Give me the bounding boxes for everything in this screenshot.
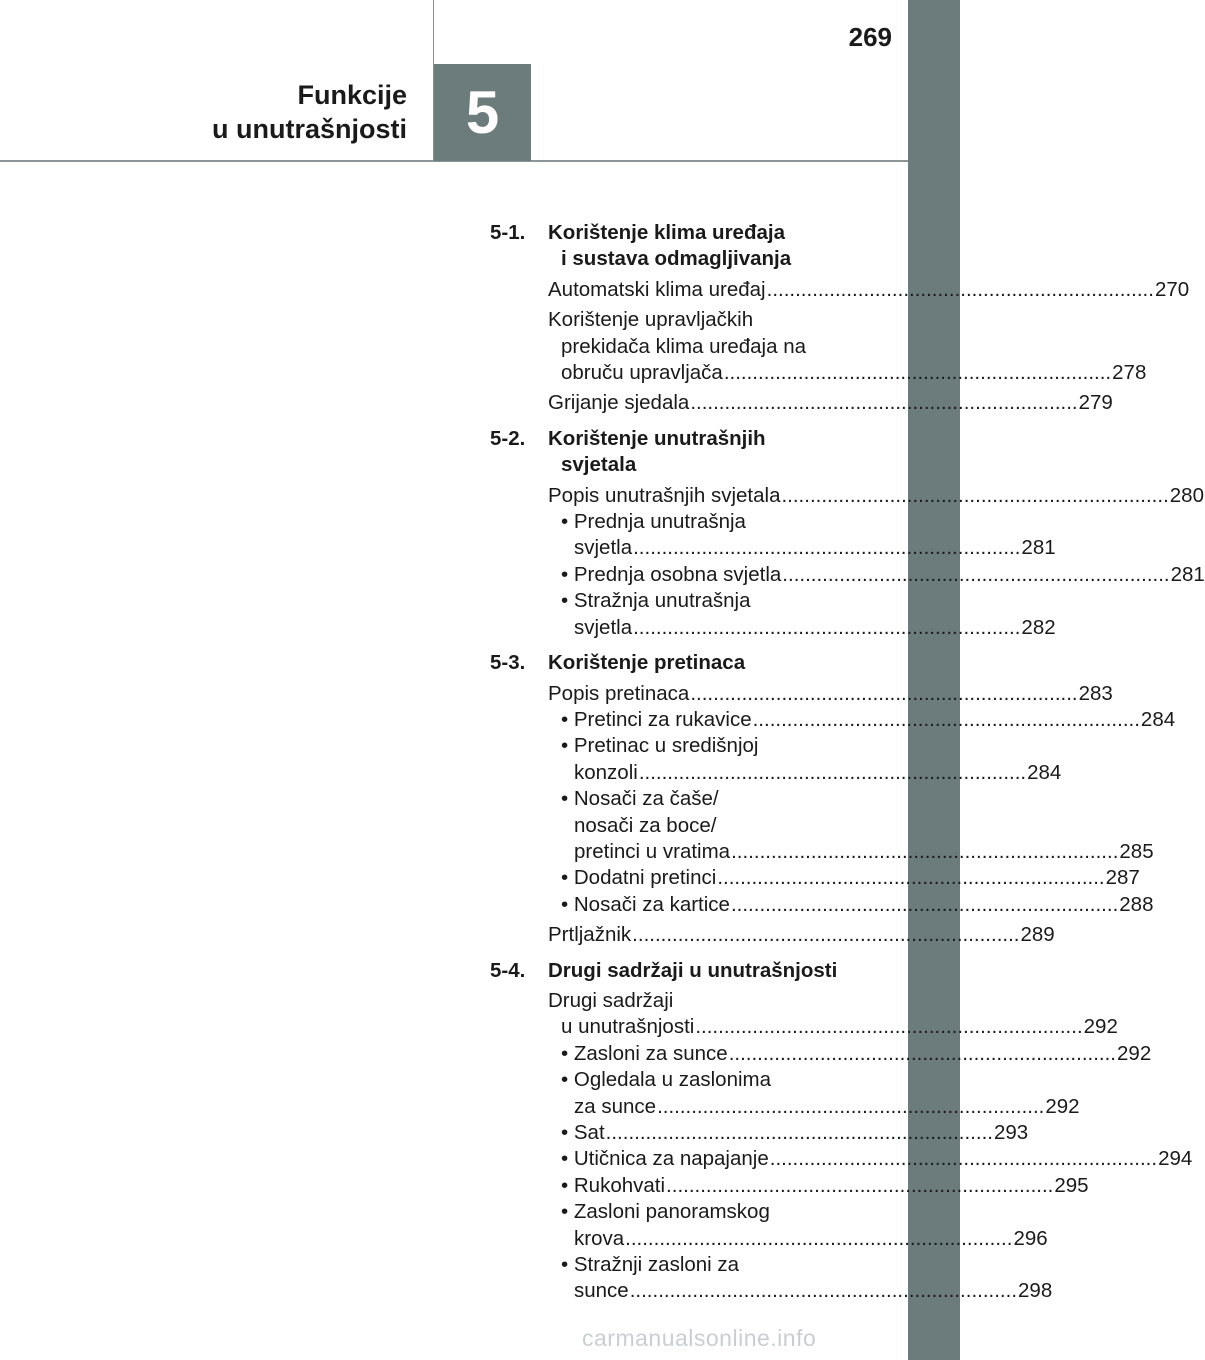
subentry-text: • Utičnica za napajanje	[561, 1147, 769, 1171]
section-title	[548, 426, 848, 479]
section-number: 5-1.	[490, 221, 526, 244]
toc-subentry[interactable]	[548, 509, 1056, 562]
toc-subentry[interactable]	[548, 1120, 1029, 1146]
section-title-line1: Korištenje unutrašnjih	[548, 426, 766, 450]
toc-subentry[interactable]	[548, 1146, 1193, 1172]
watermark: carmanualsonline.info	[582, 1325, 817, 1351]
subentry-page: 294	[1158, 1147, 1193, 1171]
leader-dots: ....................................................................	[728, 1041, 1117, 1065]
subentry-text-line3: pretinci u vratima	[574, 839, 731, 863]
section-number: 5-4.	[490, 958, 526, 982]
leader-dots: ....................................................................	[782, 562, 1170, 586]
section-title	[548, 220, 848, 273]
toc-subentry[interactable]	[548, 562, 1205, 588]
leader-dots: ....................................................................	[632, 923, 1020, 947]
entry-page: 279	[1078, 391, 1113, 415]
chapter-title-line2: u unutrašnjosti	[212, 114, 407, 144]
subentry-text-line1: • Zasloni panoramskog	[561, 1200, 770, 1224]
leader-dots: ....................................................................	[723, 361, 1112, 385]
toc-subentry[interactable]	[548, 733, 1062, 786]
entry-page: 283	[1078, 681, 1113, 705]
toc-subentry[interactable]	[548, 707, 1176, 733]
entry-text-line2: u unutrašnjosti	[561, 1015, 695, 1039]
leader-dots: ....................................................................	[625, 1226, 1013, 1250]
subentry-page: 292	[1045, 1094, 1080, 1118]
toc-entry[interactable]	[548, 681, 1113, 707]
subentry-page: 296	[1013, 1226, 1048, 1250]
section-title: Drugi sadržaji u unutrašnjosti	[548, 958, 838, 982]
toc-entry[interactable]	[548, 307, 1147, 386]
toc-section-5-4[interactable]	[490, 958, 848, 984]
subentry-page: 295	[1054, 1173, 1089, 1197]
leader-dots: ....................................................................	[781, 483, 1169, 507]
leader-dots: ....................................................................	[657, 1094, 1045, 1118]
leader-dots: ....................................................................	[605, 1121, 993, 1144]
entry-text: Prtljažnik	[548, 923, 632, 947]
toc-entry[interactable]	[548, 277, 1190, 303]
leader-dots: ....................................................................	[666, 1173, 1054, 1197]
entry-text: Automatski klima uređaj	[548, 277, 766, 301]
entry-page: 289	[1020, 923, 1055, 947]
subentry-text-line2: konzoli	[574, 760, 638, 784]
chapter-number-box	[434, 64, 531, 161]
leader-dots: ....................................................................	[769, 1147, 1158, 1171]
section-title-line2: svjetala	[561, 453, 637, 477]
entry-page: 280	[1169, 483, 1204, 507]
entry-page: 292	[1083, 1015, 1118, 1039]
chapter-title	[212, 78, 407, 146]
entry-page: 278	[1112, 361, 1147, 385]
subentry-text: • Pretinci za rukavice	[561, 707, 752, 731]
subentry-text: • Rukohvati	[561, 1173, 666, 1197]
entry-text: Popis unutrašnjih svjetala	[548, 483, 781, 507]
subentry-page: 298	[1018, 1279, 1053, 1303]
subentry-text-line2: nosači za boce/	[574, 813, 717, 837]
subentry-text-line2: svjetla	[574, 615, 633, 639]
subentry-page: 292	[1117, 1041, 1152, 1065]
toc-subentry[interactable]	[548, 865, 1140, 891]
leader-dots: ....................................................................	[752, 707, 1140, 731]
entry-text: Popis pretinaca	[548, 681, 690, 705]
subentry-text: • Prednja osobna svjetla	[561, 562, 782, 586]
entry-text-line2: prekidača klima uređaja na	[561, 334, 806, 358]
subentry-page: 284	[1140, 707, 1176, 731]
leader-dots: ....................................................................	[695, 1015, 1083, 1039]
subentry-text: • Zasloni za sunce	[561, 1041, 728, 1065]
leader-dots: ....................................................................	[690, 681, 1078, 705]
subentry-text-line1: • Stražnji zasloni za	[561, 1253, 740, 1277]
section-title-line2: i sustava odmagljivanja	[561, 247, 792, 271]
subentry-text-line2: za sunce	[574, 1094, 657, 1118]
subentry-text-line2: krova	[574, 1226, 625, 1250]
entry-page: 270	[1154, 277, 1190, 301]
subentry-text-line1: • Nosači za čaše/	[561, 787, 719, 811]
chapter-number: 5	[465, 78, 500, 146]
subentry-page: 287	[1105, 866, 1140, 890]
section-title-line1: Korištenje klima uređaja	[548, 221, 785, 244]
subentry-text-line1: • Prednja unutrašnja	[561, 510, 746, 534]
toc-subentry[interactable]	[548, 1067, 1080, 1120]
toc-subentry[interactable]	[548, 1252, 1053, 1305]
chapter-title-line1: Funkcije	[297, 80, 407, 110]
leader-dots: ....................................................................	[629, 1279, 1018, 1303]
subentry-text-line1: • Ogledala u zaslonima	[561, 1068, 772, 1092]
subentry-text-line2: sunce	[574, 1279, 629, 1303]
section-title: Korištenje pretinaca	[548, 651, 746, 675]
subentry-page: 285	[1119, 839, 1154, 863]
subentry-text-line2: svjetla	[574, 536, 633, 560]
page-number: 269	[848, 22, 892, 52]
toc-subentry[interactable]	[548, 1173, 1089, 1199]
subentry-page: 288	[1119, 892, 1154, 916]
leader-dots: ....................................................................	[633, 536, 1021, 560]
toc-entry[interactable]	[548, 988, 1118, 1041]
toc-subentry[interactable]	[548, 1199, 1048, 1252]
toc-entry[interactable]	[548, 483, 1204, 509]
table-of-contents	[490, 220, 1205, 1305]
entry-text: Grijanje sjedala	[548, 391, 690, 415]
leader-dots: ....................................................................	[717, 866, 1105, 890]
section-number: 5-2.	[490, 426, 526, 450]
toc-entry[interactable]	[548, 922, 1055, 948]
toc-subentry[interactable]	[548, 786, 1154, 865]
subentry-text: • Dodatni pretinci	[561, 866, 717, 890]
entry-text-line3: obruču upravljača	[561, 361, 723, 385]
leader-dots: ....................................................................	[730, 892, 1119, 916]
entry-text-line1: Korištenje upravljačkih	[548, 308, 754, 332]
entry-text-line1: Drugi sadržaji	[548, 988, 674, 1012]
subentry-page: 293	[993, 1121, 1029, 1144]
leader-dots: ....................................................................	[731, 839, 1119, 863]
leader-dots: ....................................................................	[766, 277, 1154, 301]
subentry-text-line1: • Pretinac u središnjoj	[561, 734, 759, 758]
leader-dots: ....................................................................	[633, 615, 1021, 639]
toc-entry[interactable]	[548, 390, 1113, 416]
leader-dots: ....................................................................	[638, 760, 1027, 784]
toc-section-5-3[interactable]	[490, 650, 848, 676]
subentry-text: • Sat	[561, 1121, 605, 1144]
toc-subentry[interactable]	[548, 588, 1056, 641]
subentry-page: 284	[1027, 760, 1062, 784]
subentry-page: 282	[1021, 615, 1056, 639]
subentry-page: 281	[1170, 562, 1205, 586]
toc-subentry[interactable]	[548, 892, 1154, 918]
subentry-text-line1: • Stražnja unutrašnja	[561, 589, 751, 613]
subentry-page: 281	[1021, 536, 1056, 560]
toc-subentry[interactable]	[548, 1041, 1152, 1067]
subentry-text: • Nosači za kartice	[561, 892, 730, 916]
toc-section-5-2[interactable]	[490, 426, 848, 479]
toc-section-5-1[interactable]	[490, 220, 848, 273]
leader-dots: ....................................................................	[690, 391, 1078, 415]
section-number: 5-3.	[490, 651, 526, 675]
